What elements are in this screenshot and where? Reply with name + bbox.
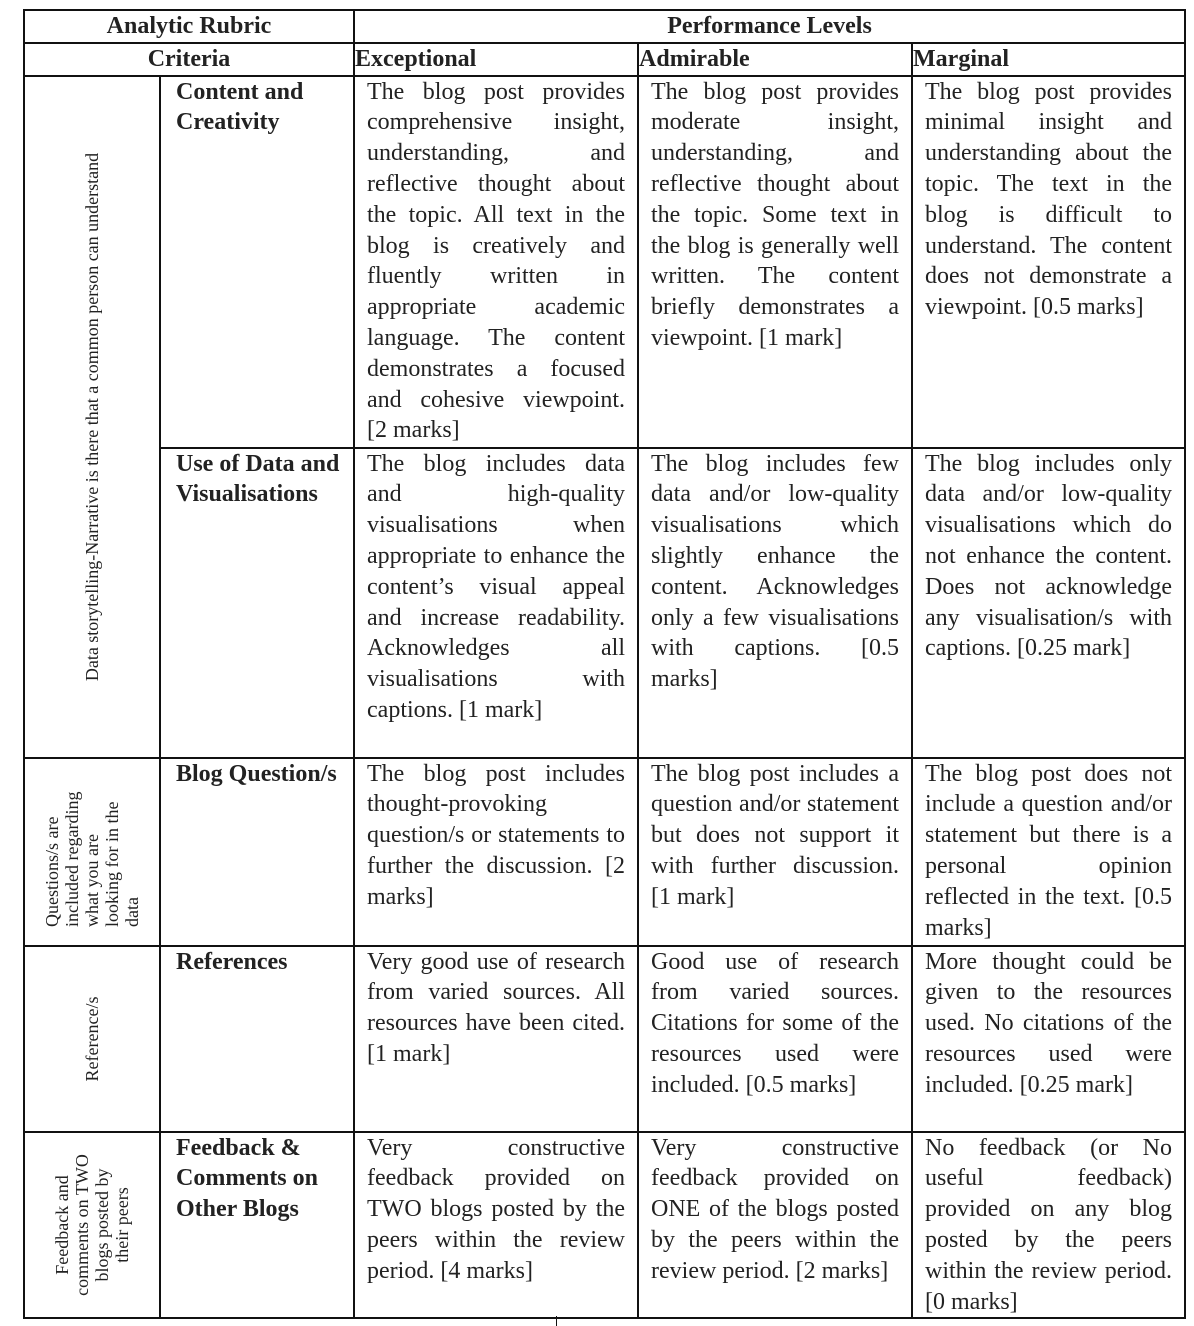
page-tick-mark (556, 1316, 557, 1326)
cell-marginal: The blog post provides minimal insight and understanding about the topic. The text in the blog is difficult to understand. The content does not demonstrate a viewpoint. [0.5 marks] (912, 76, 1185, 448)
criterion-data-visualisations: Use of Data and Visualisations (160, 448, 354, 758)
header-row-top (24, 10, 1185, 43)
cell-admirable: Good use of research from varied sources. Citations for some of the resources used were included. [0.5 marks] (638, 946, 912, 1132)
group-label-cell (24, 76, 160, 758)
level-header-exceptional: Exceptional (354, 43, 638, 76)
table-row (24, 448, 1185, 758)
analytic-rubric-table (23, 9, 1186, 1319)
table-row (24, 946, 1185, 1132)
cell-exceptional: Very good use of research from varied sources. All resources have been cited. [1 mark] (354, 946, 638, 1132)
cell-exceptional: The blog post provides comprehensive insight, understanding, and reflective thought about the topic. All text in the blog is creatively and fluently written in appropriate academic language. The content demonstrates a focused and cohesive viewpoint. [2 marks] (354, 76, 638, 448)
performance-levels-title: Performance Levels (354, 10, 1185, 43)
cell-exceptional: Very constructive feedback provided on TWO blogs posted by the peers within the review period. [4 marks] (354, 1132, 638, 1319)
cell-admirable: The blog includes few data and/or low-quality visualisations which slightly enhance the content. Acknowledges only a few visualisations with captions. [0.5 marks] (638, 448, 912, 758)
cell-marginal: More thought could be given to the resources used. No citations of the resources used were included. [0.25 mark] (912, 946, 1185, 1132)
criterion-references: References (160, 946, 354, 1132)
table-row (24, 758, 1185, 946)
group-label-references: Reference/s (82, 996, 102, 1082)
criterion-blog-questions: Blog Question/s (160, 758, 354, 946)
group-label-storytelling: Data storytelling-Narrative is there that a common person can understand (82, 152, 102, 681)
cell-exceptional: The blog post includes thought-provoking question/s or statements to further the discussion. [2 marks] (354, 758, 638, 946)
cell-admirable: The blog post includes a question and/or statement but does not support it with further discussion. [1 mark] (638, 758, 912, 946)
group-label-questions: Questions/s are included regarding what you are looking for in the data (42, 791, 142, 927)
cell-admirable: Very constructive feedback provided on ONE of the blogs posted by the peers within the review period. [2 marks] (638, 1132, 912, 1319)
rubric-title: Analytic Rubric (24, 10, 354, 43)
level-header-marginal: Marginal (912, 43, 1185, 76)
criterion-feedback-comments: Feedback & Comments on Other Blogs (160, 1132, 354, 1319)
header-row-levels (24, 43, 1185, 76)
criteria-header: Criteria (24, 43, 354, 76)
cell-exceptional: The blog includes data and high-quality visualisations when appropriate to enhance the content’s visual appeal and increase readability. Acknowledges all visualisations with captions. [1 mark] (354, 448, 638, 758)
criterion-content-creativity: Content and Creativity (160, 76, 354, 448)
group-label-cell (24, 1132, 160, 1319)
table-row (24, 1132, 1185, 1319)
cell-admirable: The blog post provides moderate insight, understanding, and reflective thought about the topic. Some text in the blog is generally well written. The content briefly demonstrates a viewpoint. [1 mark] (638, 76, 912, 448)
cell-marginal: No feedback (or No useful feedback) provided on any blog posted by the peers within the review period. [0 marks] (912, 1132, 1185, 1319)
level-header-admirable: Admirable (638, 43, 912, 76)
table-row (24, 76, 1185, 448)
cell-marginal: The blog includes only data and/or low-quality visualisations which do not enhance the content. Does not acknowledge any visualisation/s with captions. [0.25 mark] (912, 448, 1185, 758)
group-label-feedback: Feedback and comments on TWO blogs posted by their peers (52, 1154, 132, 1296)
group-label-cell (24, 758, 160, 946)
group-label-cell (24, 946, 160, 1132)
cell-marginal: The blog post does not include a question and/or statement but there is a personal opinion reflected in the text. [0.5 marks] (912, 758, 1185, 946)
